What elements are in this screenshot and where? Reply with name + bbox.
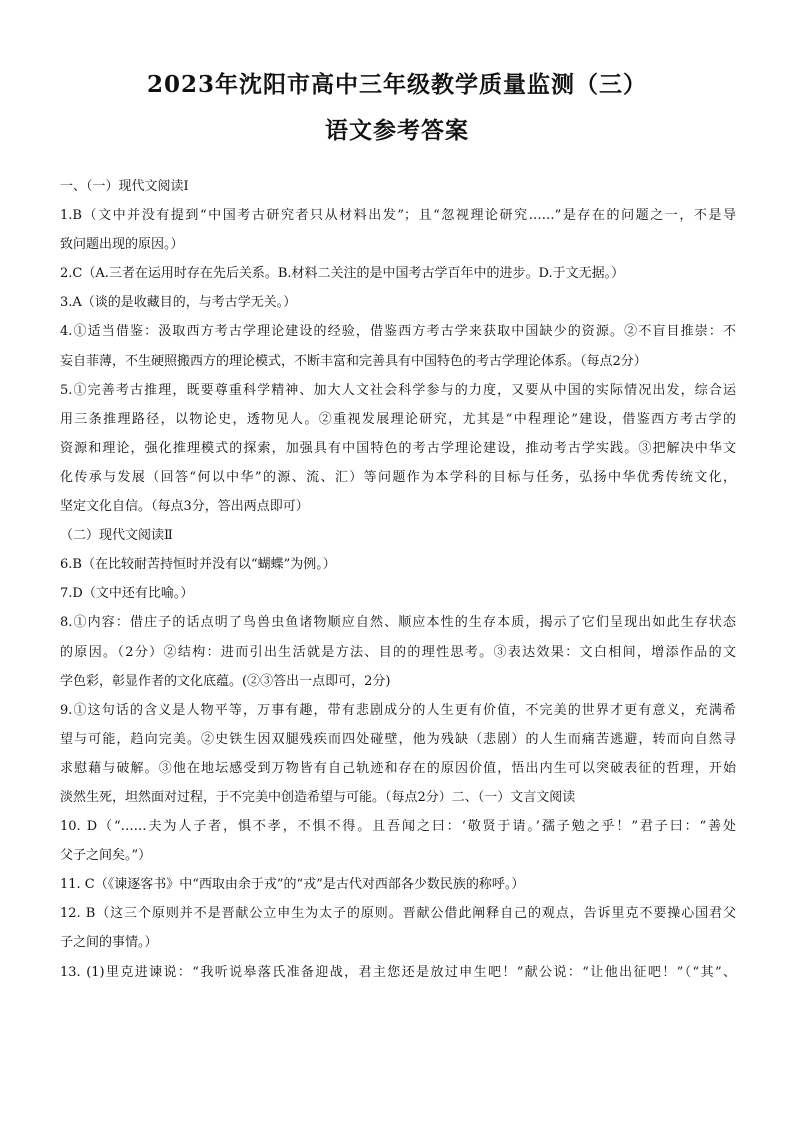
answer-line: 致问题出现的原因。） [60,237,184,253]
answer-line: 学色彩，彰显作者的文化底蕴。(②③答出一点即可，2分) [60,673,391,689]
answer-line: 12. B（这三个原则并不是晋献公立申生为太子的原则。晋献公借此阐释自己的观点，告诉里克不要操心国君父 [60,906,736,922]
answer-line: 子之间的事情。） [60,935,158,951]
answer-line: 8.①内容：借庄子的话点明了鸟兽虫鱼诸物顺应自然、顺应本性的生存本质，揭示了它们呈现出如此生存状态 [60,615,736,631]
answer-body [60,172,736,987]
answer-line: 5.①完善考古推理，既要尊重科学精神、加大人文社会科学参与的力度，又要从中国的实际情况出发，综合运 [60,382,736,398]
answer-line: 求慰藉与破解。③他在地坛感受到万物皆有自己轨迹和存在的原因价值，悟出内生可以突破表征的哲理，开始 [60,760,736,776]
document-title: 2023年沈阳市高中三年级教学质量监测（三） [146,71,647,98]
answer-line: 10. D（“……夫为人子者，惧不孝，不惧不得。且吾闻之曰：‘敬贤于请。’孺子勉之乎！”君子曰：“善处 [60,819,736,835]
answer-line: 4.①适当借鉴：汲取西方考古学理论建设的经验，借鉴西方考古学来获取中国缺少的资源。②不盲目推崇：不 [60,324,736,340]
answer-line: 11. C（《谏逐客书》中“西取由余于戎”的“戎”是古代对西部各少数民族的称呼。） [60,877,525,893]
document-subtitle: 语文参考答案 [325,117,469,144]
answer-line: 7.D（文中还有比喻。） [60,586,194,602]
answer-line: 13. (1)里克进谏说：“我听说皋落氏准备迎战，君主您还是放过申生吧！”献公说：“让他出征吧！”（“其”、 [60,964,736,980]
answer-line: 3.A（谈的是收藏目的，与考古学无关。） [60,295,297,311]
answer-line: 6.B（在比较耐苦持恒时并没有以“蝴蝶”为例。） [60,557,336,573]
answer-line: 9.①这句话的含义是人物平等，万事有趣，带有悲剧成分的人生更有价值，不完美的世界才更有意义，充满希 [60,702,736,718]
answer-line: 的原因。（2分）②结构：进而引出生活就是方法、目的的理性思考。③表达效果：文白相间，增添作品的文 [60,644,736,660]
answer-line: （二）现代文阅读Ⅱ [60,528,173,544]
answer-line: 望与可能，趋向完美。②史铁生因双腿残疾而四处碰壁，他为残缺（悲剧）的人生而痛苦逃避，转而向自然寻 [60,731,736,747]
answer-line: 淡然生死，坦然面对过程，于不完美中创造希望与可能。（每点2分）二、（一）文言文阅读 [60,789,576,805]
answer-line: 2.C（A.三者在运用时存在先后关系。B.材料二关注的是中国考古学百年中的进步。D.于文无据。） [60,266,625,282]
answer-line: 坚定文化自信。（每点3分，答出两点即可） [60,499,309,515]
answer-line: 妄自菲薄，不生硬照搬西方的理论模式，不断丰富和完善具有中国特色的考古学理论体系。（每点2分） [60,353,647,369]
answer-line: 父子之间矣。”） [60,848,152,864]
answer-line: 1.B（文中并没有提到“中国考古研究者只从材料出发”；且“忽视理论研究……”是存在的问题之一，不是导 [60,208,736,224]
answer-line: 资源和理论，强化推理模式的探索，加强具有中国特色的考古学理论建设，推动考古学实践。③把解决中华文 [60,440,736,456]
answer-line: 用三条推理路径，以物论史，透物见人。②重视发展理论研究，尤其是“中程理论”建设，借鉴西方考古学的 [60,411,736,427]
answer-line: 一、（一）现代文阅读Ⅰ [60,179,189,194]
answer-line: 化传承与发展（回答“何以中华”的源、流、汇）等问题作为本学科的目标与任务，弘扬中华优秀传统文化， [60,469,736,485]
